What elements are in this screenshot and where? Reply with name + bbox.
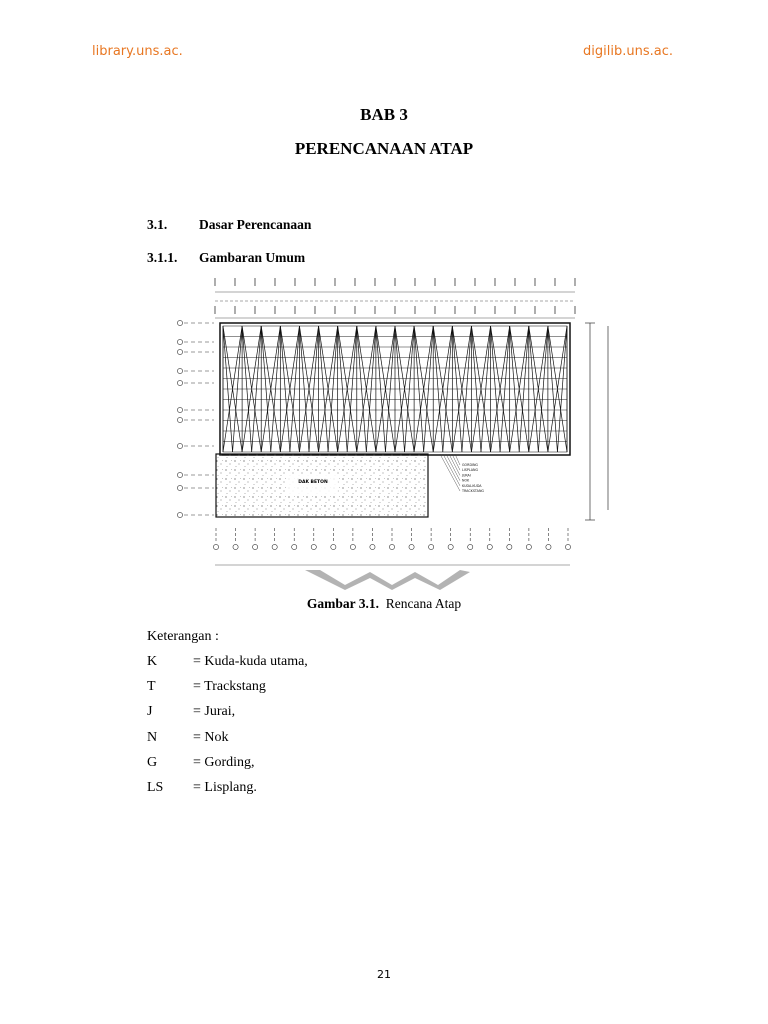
section-number: 3.1.1. (147, 250, 178, 265)
legend-value: = Lisplang. (193, 779, 257, 795)
axis-bubble (177, 380, 182, 385)
left-axis-markers (177, 320, 214, 517)
top-grid-ticks (215, 278, 575, 314)
axis-bubble (507, 544, 512, 549)
axis-bubble (546, 544, 551, 549)
axis-bubble (177, 512, 182, 517)
axis-bubble (233, 544, 238, 549)
callout-label: JURAI (462, 473, 471, 478)
legend-key: T (147, 679, 156, 695)
axis-bubble (177, 368, 182, 373)
legend-key: N (147, 729, 158, 745)
axis-bubble (350, 544, 355, 549)
axis-bubble (292, 544, 297, 549)
axis-bubble (177, 407, 182, 412)
legend-value: = Gording, (193, 754, 255, 770)
callout-label: KUDA-KUDA (462, 483, 482, 488)
axis-bubble (253, 544, 258, 549)
axis-bubble (177, 443, 182, 448)
legend-list (147, 654, 308, 805)
header-right-text: digilib.uns.ac. (583, 44, 673, 59)
legend-value: = Jurai, (193, 704, 236, 720)
legend-key: G (147, 754, 158, 770)
callout-label: LISPLANG (462, 468, 479, 473)
axis-bubble (468, 544, 473, 549)
axis-bubble (409, 544, 414, 549)
legend-value: = Kuda-kuda utama, (193, 654, 308, 669)
axis-bubble (177, 320, 182, 325)
top-dimension-lines (215, 292, 575, 318)
axis-bubble (177, 472, 182, 477)
legend-key: J (147, 704, 153, 720)
axis-bubble (448, 544, 453, 549)
section-title: Gambaran Umum (199, 250, 306, 265)
legend-key: LS (147, 779, 164, 795)
chapter-number: BAB 3 (360, 105, 408, 124)
right-dimension-lines (585, 323, 608, 520)
callout-label: NOK (462, 478, 470, 483)
section-heading-3-1-1 (147, 250, 305, 266)
callout-label: GORDING (462, 463, 478, 467)
caption-text: Rencana Atap (385, 596, 462, 611)
legend-key: K (147, 654, 158, 669)
axis-bubble (177, 349, 182, 354)
axis-bubble (272, 544, 277, 549)
figure-caption (0, 596, 768, 612)
legend-heading: Keterangan : (147, 629, 219, 644)
legend-item (147, 654, 308, 679)
legend-item (147, 679, 308, 704)
callout-leader (446, 454, 460, 481)
axis-bubble (526, 544, 531, 549)
section-title: Dasar Perencanaan (199, 217, 312, 232)
axis-bubble (331, 544, 336, 549)
legend-value: = Nok (193, 729, 229, 745)
callout-labels (440, 454, 484, 493)
legend-item (147, 730, 308, 755)
roof-plan-figure (170, 270, 615, 590)
axis-bubble (389, 544, 394, 549)
callout-label: TRACKSTANG (462, 489, 484, 493)
axis-bubble (177, 339, 182, 344)
slab-label: DAK BETON (298, 480, 328, 485)
axis-bubble (370, 544, 375, 549)
callout-leader (440, 454, 460, 491)
axis-bubble (429, 544, 434, 549)
section-number: 3.1. (147, 217, 168, 232)
axis-bubble (177, 417, 182, 422)
legend-value: = Trackstang (193, 679, 266, 695)
section-heading-3-1 (147, 217, 311, 233)
axis-bubble (487, 544, 492, 549)
caption-label: Gambar 3.1. (306, 596, 380, 611)
axis-bubble (311, 544, 316, 549)
watermark-graphic (305, 570, 470, 590)
legend-item (147, 780, 308, 805)
legend-item (147, 755, 308, 780)
page-number: 21 (377, 968, 391, 981)
axis-bubble (213, 544, 218, 549)
chapter-title: PERENCANAAN ATAP (294, 139, 474, 158)
axis-bubble (177, 485, 182, 490)
roof-plan-drawing (170, 270, 615, 590)
header-left-text: library.uns.ac. (92, 44, 183, 59)
callout-leader (449, 454, 460, 475)
bottom-axis-markers (213, 528, 570, 550)
legend-item (147, 704, 308, 729)
axis-bubble (565, 544, 570, 549)
